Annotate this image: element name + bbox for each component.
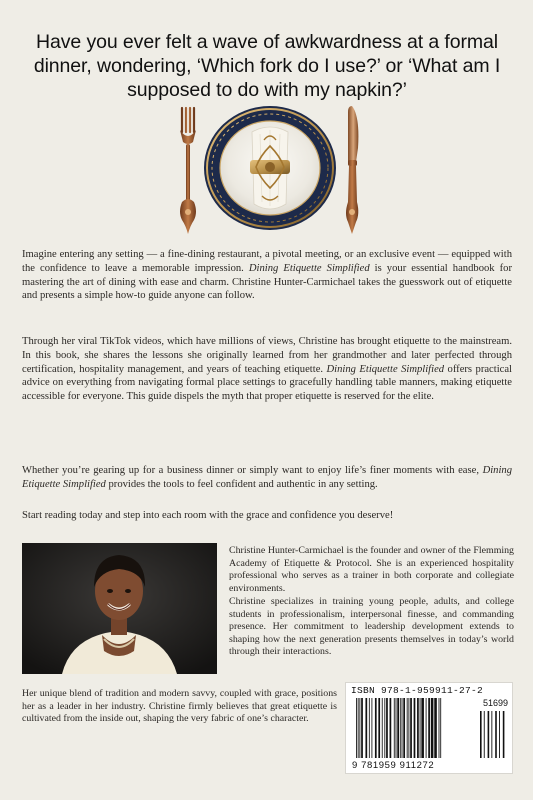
barcode-bar [356, 698, 357, 758]
author-photo [22, 543, 217, 674]
barcode-bar [428, 698, 430, 758]
barcode-bar [358, 698, 359, 758]
paragraph-text: Imagine entering any setting — a fine-dining restaurant, a pivotal meeting, or an exclusive event — equipped with the confidence to leave a memorable impression. [22, 249, 512, 274]
barcode-bar [431, 698, 434, 758]
barcode-bar [407, 698, 408, 758]
knife-icon [346, 106, 358, 234]
barcode-bar [410, 698, 412, 758]
addon-bar [491, 711, 492, 758]
barcode-bar [394, 698, 395, 758]
barcode-bar [386, 698, 388, 758]
place-setting-illustration [160, 102, 380, 242]
paragraph-call-to-action: Start reading today and step into each room with the grace and confidence you deserve! [22, 510, 394, 521]
barcode-bar [382, 698, 383, 758]
barcode-bar [426, 698, 427, 758]
barcode-bar [361, 698, 363, 758]
addon-bar [499, 711, 500, 758]
bio-specialty: Christine specializes in training young people, adults, and college students in professionalism, interpersonal finesse, and commanding presence. Her commitment to leadership development extends to shaping how the next generation presents themselves in today’s world through their interactions. [229, 596, 514, 658]
barcode-bar [421, 698, 424, 758]
paragraph-text: Through her viral TikTok videos, which have millions of views, Christine has brought etiquette to the mainstream. In this book, she shares the lessons she originally learned from her grandmother and later perfected through certification, hospitality management, and years of teaching etiquette. [22, 336, 512, 375]
isbn-barcode [345, 682, 513, 774]
barcode-bar [369, 698, 370, 758]
barcode-bar [397, 698, 399, 758]
paragraph-text: offers practical advice on everything from navigating formal place settings to gracefully handling table manners, making etiquette accessible for everyone. This guide dispels the myth that proper etiquette is reserved for the elite. [22, 363, 512, 403]
fork-icon [180, 108, 196, 234]
barcode-bar [390, 698, 392, 758]
paragraph-text: is your essential handbook for mastering the art of dining with ease and charm. Christine Hunter-Carmichael takes the guesswork out of etiquette and presents a simple how-to guide anyone can follow. [22, 262, 512, 302]
paragraph-text: Whether you’re gearing up for a business dinner or simply want to enjoy life’s finer moments with ease, [22, 465, 483, 476]
barcode-bar [371, 698, 372, 758]
barcode-bar [359, 698, 360, 758]
isbn-label: ISBN 978-1-959911-27-2 [351, 685, 484, 696]
addon-bar [488, 711, 490, 758]
barcode-bar [417, 698, 419, 758]
addon-bar [484, 711, 485, 758]
barcode-bar [384, 698, 385, 758]
barcode-bar [439, 698, 440, 758]
price-code: 51699 [482, 698, 508, 708]
author-portrait-icon [22, 543, 217, 674]
book-title: Dining Etiquette Simplified [22, 465, 512, 490]
isbn-digits: 9 781959 911272 [352, 760, 435, 771]
book-title: Dining Etiquette Simplified [248, 262, 370, 274]
barcode-bar [375, 698, 377, 758]
barcode-bar [434, 698, 437, 758]
paragraph-intro [22, 248, 512, 303]
headline: Have you ever felt a wave of awkwardness at a formal dinner, wondering, ‘Which fork do I use?’ or ‘What am I supposed to do with my napkin?’ [33, 31, 501, 101]
barcode-bar [402, 698, 403, 758]
barcode-bar [414, 698, 416, 758]
barcode-bar [403, 698, 405, 758]
barcode-bar [408, 698, 409, 758]
napkin-icon [250, 127, 290, 209]
paragraph-business [22, 464, 512, 492]
addon-bar [480, 711, 482, 758]
barcode-bar [378, 698, 380, 758]
addon-bar [495, 711, 497, 758]
barcode-bar [440, 698, 441, 758]
barcode-bar [420, 698, 421, 758]
bio-tradition: Her unique blend of tradition and modern savvy, coupled with grace, positions her as a leader in her industry. Christine firmly believes that great etiquette is cultivated from the inside out, shaping the very fabric of one’s character. [22, 688, 337, 725]
bio-founder: Christine Hunter-Carmichael is the founder and owner of the Flemming Academy of Etiquette & Protocol. She is an experienced hospitality professional who serves as a trainer in both corporate and collegiate environments. [229, 545, 514, 594]
barcode-bar [396, 698, 397, 758]
barcode-bar [365, 698, 367, 758]
book-title: Dining Etiquette Simplified [326, 363, 445, 375]
barcode-bar [400, 698, 401, 758]
paragraph-text: provides the tools to feel confident and authentic in any setting. [105, 478, 378, 490]
paragraph-tiktok [22, 335, 512, 404]
addon-bar [503, 711, 505, 758]
